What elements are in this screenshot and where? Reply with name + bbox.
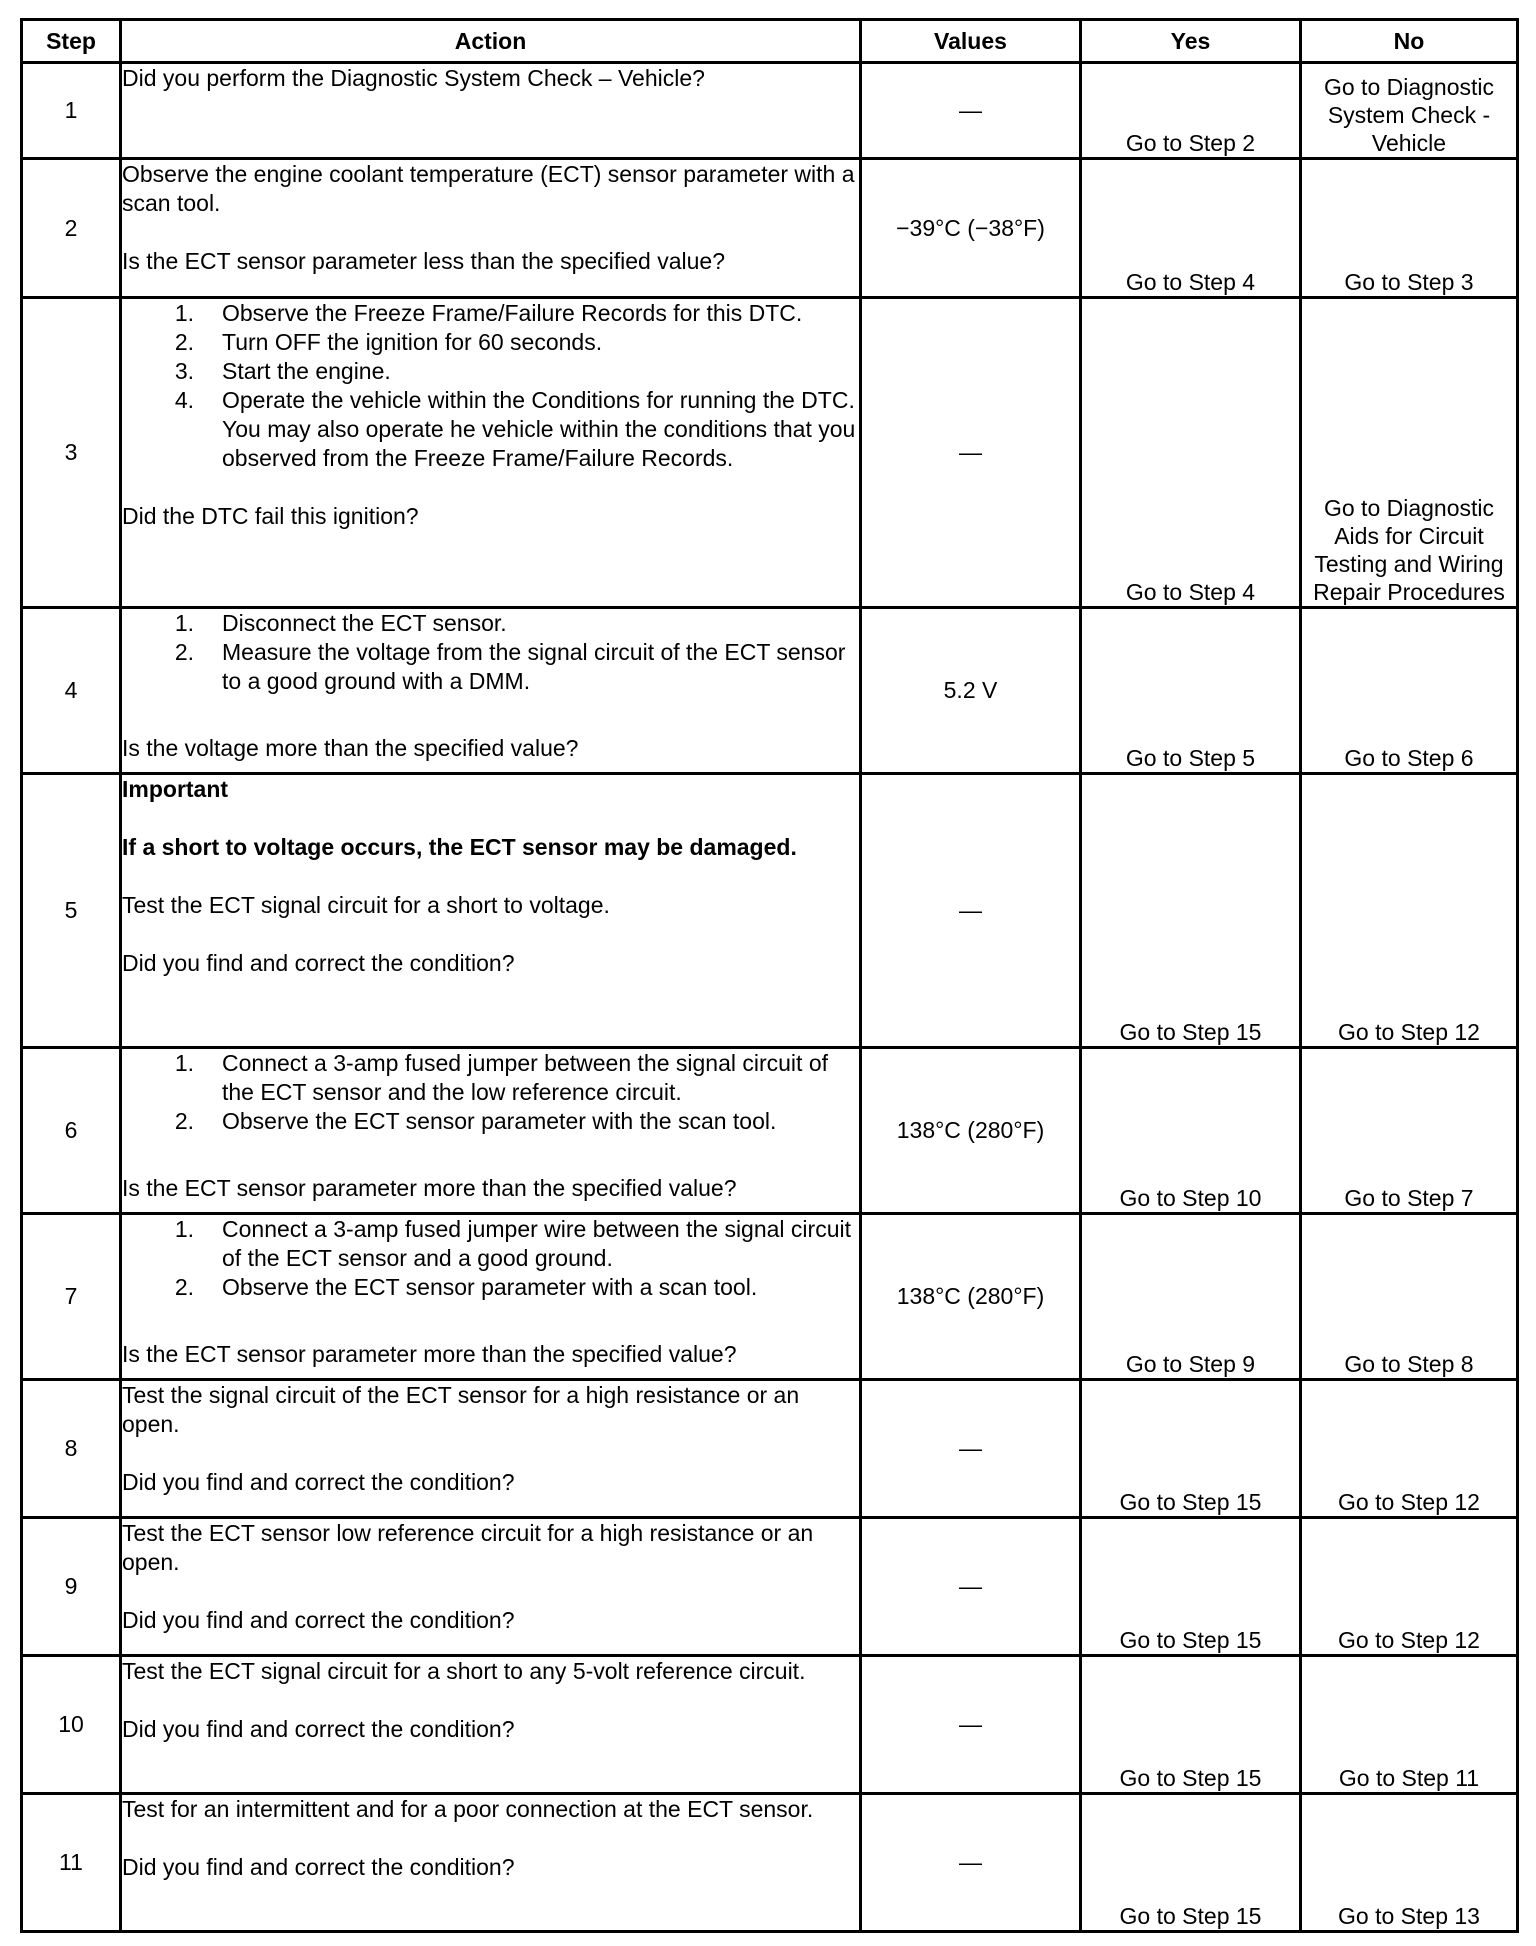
value-cell: — [861,1656,1081,1794]
yes-cell: Go to Step 10 [1081,1048,1301,1214]
action-question: Did you find and correct the condition? [122,1854,515,1880]
step-number: 11 [22,1794,121,1932]
table-row [22,298,1518,608]
procedure-list [122,609,859,696]
important-note: If a short to voltage occurs, the ECT sensor may be damaged. [122,834,797,860]
list-item: 2. Observe the ECT sensor parameter with a scan tool. [174,1274,758,1300]
list-item: 1. Connect a 3-amp fused jumper between the signal circuit of the ECT sensor and the low reference circuit. [174,1050,828,1105]
table-row [22,1656,1518,1794]
no-cell: Go to Step 13 [1301,1794,1518,1932]
value-cell: — [861,1518,1081,1656]
step-number: 9 [22,1518,121,1656]
action-question: Is the voltage more than the specified value? [122,735,579,761]
yes-cell: Go to Step 15 [1081,1794,1301,1932]
list-item: 1. Connect a 3-amp fused jumper wire between the signal circuit of the ECT sensor and a good ground. [174,1216,851,1271]
header-values: Values [861,20,1081,63]
diagnostic-table [20,18,1519,1933]
action-cell [121,1214,861,1380]
action-cell [121,159,861,298]
value-cell: — [861,774,1081,1048]
no-cell: Go to Step 6 [1301,608,1518,774]
important-title: Important [122,776,229,802]
no-cell: Go to Step 8 [1301,1214,1518,1380]
step-number: 3 [22,298,121,608]
yes-cell: Go to Step 15 [1081,1518,1301,1656]
value-cell: 138°C (280°F) [861,1214,1081,1380]
yes-cell: Go to Step 15 [1081,1656,1301,1794]
header-no: No [1301,20,1518,63]
table-row [22,1794,1518,1932]
action-text: Test the signal circuit of the ECT sensor for a high resistance or an open. [122,1382,800,1437]
procedure-list [122,1215,859,1302]
yes-cell: Go to Step 5 [1081,608,1301,774]
action-question: Did the DTC fail this ignition? [122,503,419,529]
header-row [22,20,1518,63]
table-row [22,1380,1518,1518]
action-question: Did you find and correct the condition? [122,1469,515,1495]
yes-cell: Go to Step 4 [1081,159,1301,298]
table-row [22,774,1518,1048]
step-number: 6 [22,1048,121,1214]
header-action: Action [121,20,861,63]
action-text: Observe the engine coolant temperature (ECT) sensor parameter with a scan tool. [122,161,855,216]
value-cell: — [861,298,1081,608]
action-cell [121,1048,861,1214]
action-question: Is the ECT sensor parameter more than the specified value? [122,1175,737,1201]
procedure-list [122,299,859,473]
action-text: Test the ECT signal circuit for a short to voltage. [122,892,610,918]
step-number: 4 [22,608,121,774]
table-row [22,608,1518,774]
action-cell [121,774,861,1048]
list-item: 4. Operate the vehicle within the Conditions for running the DTC. You may also operate he vehicle within the conditions that you observed from the Freeze Frame/Failure Records. [174,387,856,471]
procedure-list [122,1049,859,1136]
yes-cell: Go to Step 2 [1081,63,1301,159]
value-cell: 138°C (280°F) [861,1048,1081,1214]
action-cell [121,63,861,159]
header-step: Step [22,20,121,63]
yes-cell: Go to Step 15 [1081,1380,1301,1518]
table-row [22,1214,1518,1380]
no-cell: Go to Step 12 [1301,774,1518,1048]
value-cell: 5.2 V [861,608,1081,774]
value-cell: −39°C (−38°F) [861,159,1081,298]
step-number: 2 [22,159,121,298]
list-item: 2. Measure the voltage from the signal circuit of the ECT sensor to a good ground with a DMM. [174,639,846,694]
action-question: Is the ECT sensor parameter less than the specified value? [122,248,726,274]
action-text: Test for an intermittent and for a poor connection at the ECT sensor. [122,1796,814,1822]
list-item: 3. Start the engine. [174,358,391,384]
action-text: Test the ECT signal circuit for a short to any 5-volt reference circuit. [122,1658,806,1684]
action-question: Is the ECT sensor parameter more than the specified value? [122,1341,737,1367]
yes-cell: Go to Step 9 [1081,1214,1301,1380]
step-number: 5 [22,774,121,1048]
table-row [22,1048,1518,1214]
list-item: 2. Observe the ECT sensor parameter with the scan tool. [174,1108,777,1134]
no-cell: Go to Diagnostic System Check - Vehicle [1301,63,1518,159]
action-cell [121,608,861,774]
step-number: 7 [22,1214,121,1380]
value-cell: — [861,1794,1081,1932]
no-cell: Go to Step 7 [1301,1048,1518,1214]
step-number: 8 [22,1380,121,1518]
action-cell [121,1656,861,1794]
step-number: 1 [22,63,121,159]
action-cell [121,1380,861,1518]
table-row [22,1518,1518,1656]
value-cell: — [861,1380,1081,1518]
value-cell: — [861,63,1081,159]
action-text: Test the ECT sensor low reference circuit for a high resistance or an open. [122,1520,814,1575]
step-number: 10 [22,1656,121,1794]
action-question: Did you find and correct the condition? [122,1607,515,1633]
table-row [22,159,1518,298]
header-yes: Yes [1081,20,1301,63]
no-cell: Go to Step 12 [1301,1380,1518,1518]
action-cell [121,1794,861,1932]
yes-cell: Go to Step 4 [1081,298,1301,608]
list-item: 1. Observe the Freeze Frame/Failure Records for this DTC. [174,300,803,326]
list-item: 1. Disconnect the ECT sensor. [174,610,507,636]
no-cell: Go to Step 12 [1301,1518,1518,1656]
no-cell: Go to Step 3 [1301,159,1518,298]
yes-cell: Go to Step 15 [1081,774,1301,1048]
no-cell: Go to Diagnostic Aids for Circuit Testing and Wiring Repair Procedures [1301,298,1518,608]
table-row [22,63,1518,159]
action-text: Did you perform the Diagnostic System Check – Vehicle? [122,65,705,91]
list-item: 2. Turn OFF the ignition for 60 seconds. [174,329,603,355]
action-cell [121,1518,861,1656]
action-cell [121,298,861,608]
no-cell: Go to Step 11 [1301,1656,1518,1794]
action-question: Did you find and correct the condition? [122,1716,515,1742]
action-question: Did you find and correct the condition? [122,950,515,976]
